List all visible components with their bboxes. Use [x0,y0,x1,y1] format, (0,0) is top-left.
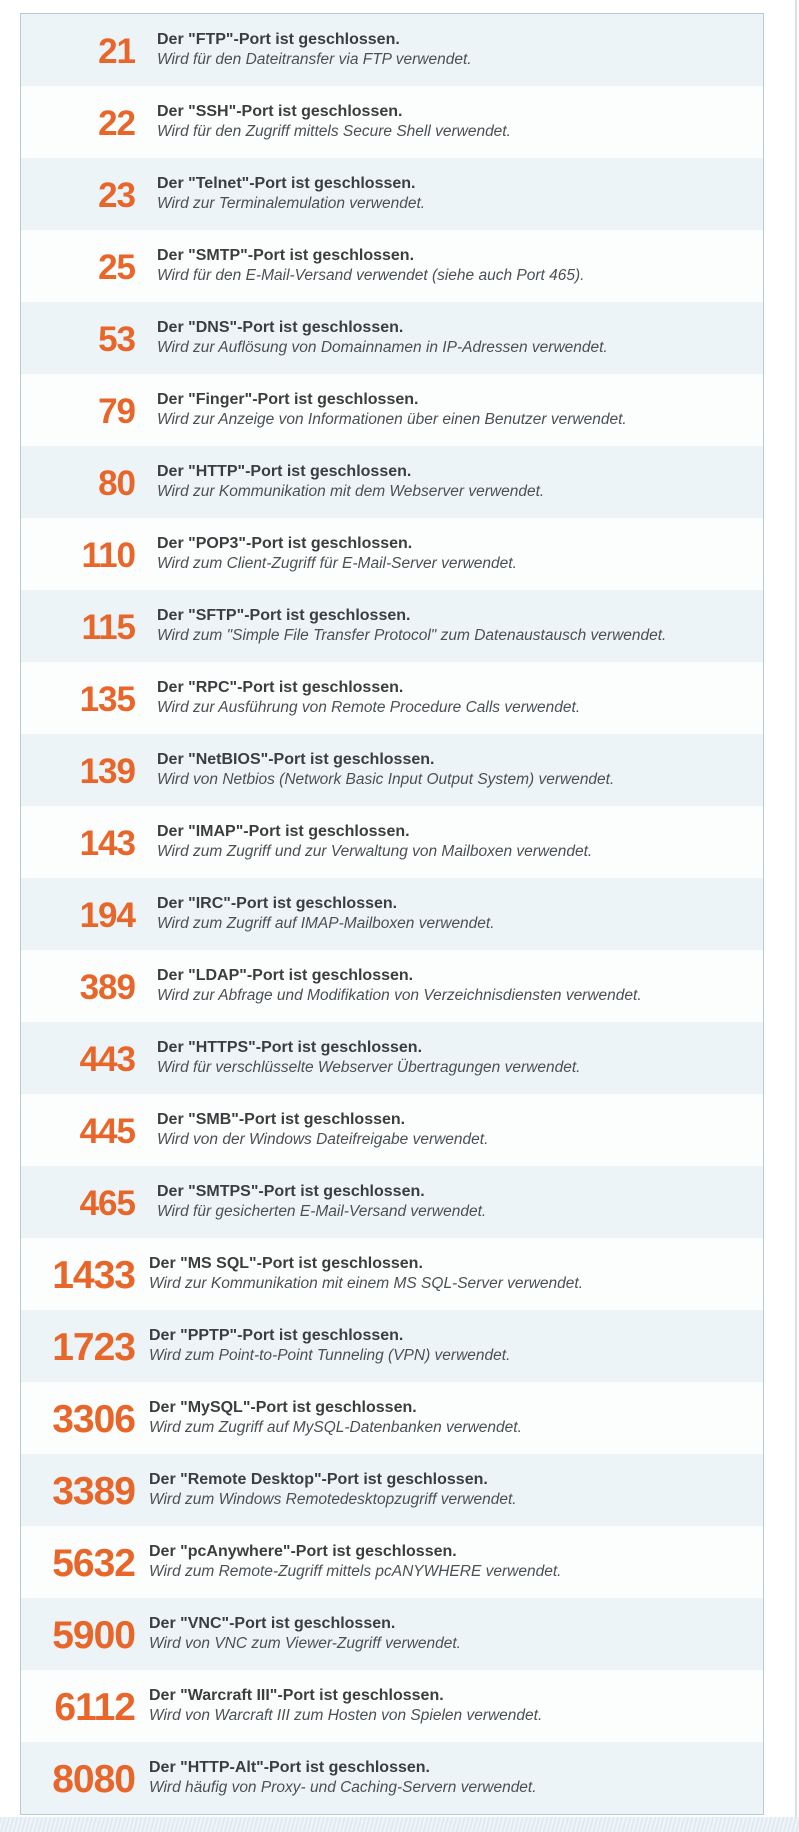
port-number: 135 [79,679,135,719]
port-status-title: Der "PPTP"-Port ist geschlossen. [149,1327,404,1344]
port-number: 445 [79,1111,135,1151]
port-usage-description: Wird von VNC zum Viewer-Zugriff verwendet. [149,1635,461,1652]
port-status-title: Der "POP3"-Port ist geschlossen. [157,535,413,552]
port-number: 5900 [52,1613,135,1657]
port-usage-description: Wird zum Zugriff auf MySQL-Datenbanken verwendet. [149,1419,522,1436]
page-column-border [795,0,797,1832]
port-info [157,1182,496,1222]
port-row [21,806,763,878]
port-usage-description: Wird zur Terminalemulation verwendet. [157,195,426,212]
port-row [21,1382,763,1454]
port-info [157,894,505,934]
port-info [157,390,637,430]
port-row [21,1670,763,1742]
port-number: 1433 [52,1253,135,1297]
port-info [149,1614,471,1654]
port-row [21,374,763,446]
port-info [157,1038,590,1078]
port-number: 143 [79,823,135,863]
port-info [149,1470,527,1510]
port-number: 443 [79,1039,135,1079]
port-number: 23 [98,175,135,215]
port-usage-description: Wird für den E-Mail-Versand verwendet (siehe auch Port 465). [157,267,585,284]
port-row [21,1598,763,1670]
port-usage-description: Wird zum Client-Zugriff für E-Mail-Server verwendet. [157,555,517,572]
port-usage-description: Wird zur Kommunikation mit einem MS SQL-Server verwendet. [149,1275,583,1292]
port-info [157,606,676,646]
port-row [21,1310,763,1382]
port-usage-description: Wird zum Zugriff auf IMAP-Mailboxen verwendet. [157,915,495,932]
port-info [157,678,590,718]
port-number: 389 [79,967,135,1007]
page-background-pattern [0,1817,799,1832]
port-usage-description: Wird von Netbios (Network Basic Input Output System) verwendet. [157,771,615,788]
port-status-title: Der "LDAP"-Port ist geschlossen. [157,967,414,984]
port-row [21,302,763,374]
port-info [149,1542,571,1582]
port-row [21,1094,763,1166]
port-row [21,86,763,158]
port-number: 25 [98,247,135,287]
port-status-title: Der "RPC"-Port ist geschlossen. [157,679,404,696]
port-number: 139 [79,751,135,791]
port-info [149,1326,520,1366]
port-number: 21 [98,31,135,71]
port-info [157,822,602,862]
port-status-title: Der "pcAnywhere"-Port ist geschlossen. [149,1543,457,1560]
port-status-title: Der "IMAP"-Port ist geschlossen. [157,823,410,840]
port-number: 80 [98,463,135,503]
port-status-title: Der "SSH"-Port ist geschlossen. [157,103,403,120]
port-usage-description: Wird von Warcraft III zum Hosten von Spielen verwendet. [149,1707,543,1724]
port-status-title: Der "DNS"-Port ist geschlossen. [157,319,404,336]
port-status-title: Der "Telnet"-Port ist geschlossen. [157,175,416,192]
port-row [21,230,763,302]
port-row [21,1454,763,1526]
port-status-title: Der "HTTP-Alt"-Port ist geschlossen. [149,1759,430,1776]
port-status-title: Der "SMTP"-Port ist geschlossen. [157,247,415,264]
port-row [21,1526,763,1598]
port-usage-description: Wird zum Remote-Zugriff mittels pcANYWHERE verwendet. [149,1563,562,1580]
port-usage-description: Wird zum Point-to-Point Tunneling (VPN) verwendet. [149,1347,511,1364]
port-number: 3306 [52,1397,135,1441]
port-status-title: Der "SMTPS"-Port ist geschlossen. [157,1183,425,1200]
port-row [21,878,763,950]
port-usage-description: Wird für den Dateitransfer via FTP verwendet. [157,51,472,68]
port-status-title: Der "MS SQL"-Port ist geschlossen. [149,1255,423,1272]
port-status-title: Der "Finger"-Port ist geschlossen. [157,391,419,408]
port-number: 3389 [52,1469,135,1513]
port-number: 6112 [54,1685,135,1729]
port-number: 5632 [52,1541,135,1585]
port-info [157,534,527,574]
port-row [21,518,763,590]
port-usage-description: Wird häufig von Proxy- und Caching-Servern verwendet. [149,1779,537,1796]
port-check-results-list [20,13,764,1815]
port-number: 1723 [52,1325,135,1369]
port-info [149,1686,552,1726]
port-number: 194 [79,895,135,935]
port-status-title: Der "VNC"-Port ist geschlossen. [149,1615,396,1632]
port-usage-description: Wird zur Abfrage und Modifikation von Verzeichnisdiensten verwendet. [157,987,642,1004]
port-number: 465 [79,1183,135,1223]
port-info [157,102,521,142]
port-info [157,174,435,214]
port-status-title: Der "Remote Desktop"-Port ist geschlossen. [149,1471,488,1488]
port-status-title: Der "SFTP"-Port ist geschlossen. [157,607,411,624]
port-usage-description: Wird für verschlüsselte Webserver Übertragungen verwendet. [157,1059,581,1076]
port-info [157,318,618,358]
port-number: 22 [98,103,135,143]
port-number: 53 [98,319,135,359]
port-status-title: Der "SMB"-Port ist geschlossen. [157,1111,406,1128]
port-info [149,1398,532,1438]
port-row [21,1166,763,1238]
port-usage-description: Wird zum Windows Remotedesktopzugriff verwendet. [149,1491,517,1508]
port-row [21,950,763,1022]
port-usage-description: Wird zur Anzeige von Informationen über einen Benutzer verwendet. [157,411,627,428]
port-info [157,966,652,1006]
port-usage-description: Wird zur Ausführung von Remote Procedure Calls verwendet. [157,699,581,716]
port-status-title: Der "NetBIOS"-Port ist geschlossen. [157,751,435,768]
port-status-title: Der "HTTPS"-Port ist geschlossen. [157,1039,423,1056]
port-info [157,246,594,286]
port-row [21,1742,763,1814]
port-status-title: Der "Warcraft III"-Port ist geschlossen. [149,1687,444,1704]
port-usage-description: Wird zur Auflösung von Domainnamen in IP-Adressen verwendet. [157,339,608,356]
port-status-title: Der "HTTP"-Port ist geschlossen. [157,463,412,480]
port-row [21,662,763,734]
port-info [157,750,624,790]
port-row [21,1238,763,1310]
port-number: 115 [81,607,135,647]
port-status-title: Der "FTP"-Port ist geschlossen. [157,31,400,48]
port-row [21,734,763,806]
port-row [21,590,763,662]
port-status-title: Der "MySQL"-Port ist geschlossen. [149,1399,417,1416]
port-row [21,446,763,518]
port-row [21,158,763,230]
port-info [157,462,554,502]
port-usage-description: Wird zum "Simple File Transfer Protocol" zum Datenaustausch verwendet. [157,627,667,644]
port-number: 110 [81,535,135,575]
port-row [21,1022,763,1094]
port-usage-description: Wird für den Zugriff mittels Secure Shell verwendet. [157,123,511,140]
port-usage-description: Wird zur Kommunikation mit dem Webserver verwendet. [157,483,545,500]
port-info [157,30,482,70]
port-usage-description: Wird für gesicherten E-Mail-Versand verwendet. [157,1203,487,1220]
port-number: 8080 [52,1757,135,1801]
port-number: 79 [98,391,135,431]
port-row [21,14,763,86]
port-status-title: Der "IRC"-Port ist geschlossen. [157,895,398,912]
port-info [149,1758,547,1798]
port-info [149,1254,593,1294]
port-usage-description: Wird von der Windows Dateifreigabe verwendet. [157,1131,489,1148]
port-info [157,1110,498,1150]
port-usage-description: Wird zum Zugriff und zur Verwaltung von Mailboxen verwendet. [157,843,593,860]
